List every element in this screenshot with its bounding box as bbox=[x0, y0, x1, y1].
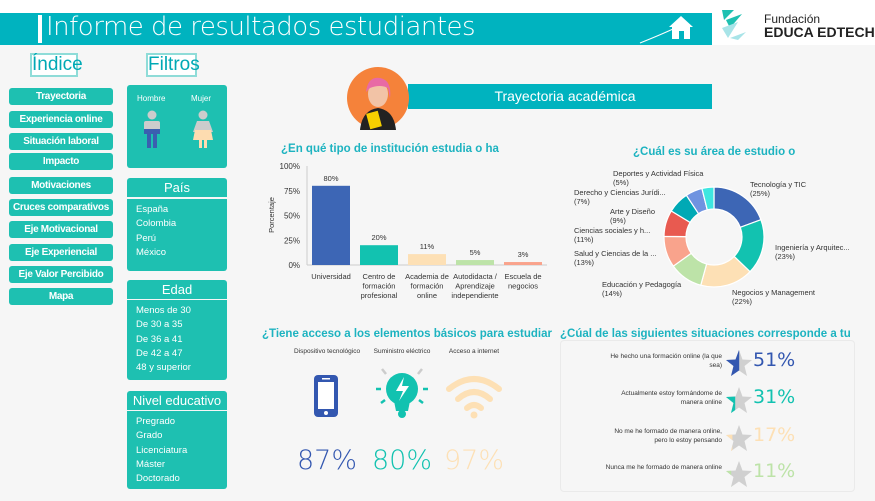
slice-percent: (14%) bbox=[602, 289, 623, 298]
lightbulb-icon bbox=[372, 365, 432, 426]
header-bar bbox=[0, 13, 712, 45]
filter-option[interactable]: Grado bbox=[136, 430, 163, 442]
bar bbox=[312, 186, 350, 265]
situation-label: He hecho una formación online (la que sea) bbox=[610, 353, 722, 369]
menu-item[interactable]: Experiencia online bbox=[9, 111, 113, 128]
slice-label: Salud y Ciencias de la ... bbox=[574, 249, 657, 258]
bar-value-label: 80% bbox=[323, 173, 339, 183]
gender-filter bbox=[127, 85, 227, 168]
situation-percent: 17% bbox=[753, 424, 796, 446]
slice-percent: (11%) bbox=[574, 235, 594, 244]
situation-label: Actualmente estoy formándome de manera online bbox=[621, 390, 722, 406]
x-tick-label: Escuela de negocios bbox=[504, 272, 542, 291]
filter-option[interactable]: México bbox=[136, 246, 167, 258]
y-tick-label: 100% bbox=[279, 162, 300, 171]
x-tick-label: Universidad bbox=[311, 272, 351, 281]
slice-percent: (22%) bbox=[732, 297, 753, 306]
logo-mark-icon bbox=[716, 8, 756, 42]
male-icon[interactable] bbox=[141, 110, 163, 150]
education-filter-list bbox=[127, 411, 227, 489]
student-avatar bbox=[346, 66, 410, 130]
logo-text-main: EDUCA EDTECH bbox=[764, 24, 875, 40]
slice-label: Derecho y Ciencias Jurídi... bbox=[574, 188, 666, 197]
menu-item[interactable]: Situación laboral bbox=[9, 133, 113, 150]
slice-percent: (5%) bbox=[613, 178, 629, 187]
online-situation-row bbox=[560, 460, 855, 490]
area-chart-title: ¿Cuál es su área de estudio o bbox=[633, 146, 796, 158]
slice-label: Negocios y Management bbox=[732, 288, 815, 297]
institution-chart-title: ¿En qué tipo de institución estudia o ha bbox=[281, 143, 499, 155]
filter-option[interactable]: De 42 a 47 bbox=[136, 347, 183, 359]
age-filter-list bbox=[127, 300, 227, 380]
y-tick-label: 0% bbox=[288, 261, 300, 270]
y-tick-label: 50% bbox=[283, 211, 300, 221]
filter-option[interactable]: 48 y superior bbox=[136, 362, 191, 374]
online-title: ¿Cúal de las siguientes situaciones corresponde a tu bbox=[560, 328, 851, 340]
country-filter-list bbox=[127, 199, 227, 271]
bar-value-label: 5% bbox=[469, 248, 481, 258]
page-title: Informe de resultados estudiantes bbox=[46, 12, 476, 42]
filter-option[interactable]: Máster bbox=[136, 458, 166, 470]
menu-item[interactable]: Eje Experiencial bbox=[9, 244, 113, 261]
slice-percent: (9%) bbox=[610, 216, 626, 225]
wifi-icon bbox=[444, 373, 504, 424]
access-percent: 87% bbox=[296, 445, 357, 476]
female-icon[interactable] bbox=[191, 110, 215, 150]
y-tick-label: 25% bbox=[283, 236, 300, 246]
online-situation-row bbox=[560, 424, 855, 454]
menu-item[interactable]: Mapa bbox=[9, 288, 113, 305]
institution-bar-chart bbox=[262, 155, 552, 315]
star-rating-icon bbox=[725, 349, 753, 382]
menu-item[interactable]: Trayectoria bbox=[9, 88, 113, 105]
slice-label: Deportes y Actividad Física bbox=[613, 169, 704, 178]
slice-percent: (7%) bbox=[574, 197, 590, 206]
filter-option[interactable]: Colombia bbox=[136, 218, 177, 230]
situation-percent: 51% bbox=[753, 349, 796, 371]
index-label: Índice bbox=[32, 54, 83, 75]
access-label: Suministro eléctrico bbox=[373, 348, 431, 355]
slice-label: Ingeniería y Arquitec... bbox=[775, 243, 850, 252]
slice-label: Educación y Pedagogía bbox=[602, 280, 682, 289]
country-filter-title: País bbox=[127, 178, 227, 197]
logo-text-top: Fundación bbox=[764, 12, 821, 26]
star-rating-icon bbox=[725, 460, 753, 493]
situation-percent: 31% bbox=[753, 386, 796, 408]
menu-item[interactable]: Cruces comparativos bbox=[9, 199, 113, 216]
online-situation-row bbox=[560, 349, 855, 379]
smartphone-icon bbox=[312, 373, 342, 424]
bar-value-label: 3% bbox=[517, 250, 529, 260]
y-axis-title: Porcentaje bbox=[267, 197, 276, 233]
x-tick-label: Autodidacta / Aprendizaje independiente bbox=[451, 272, 499, 300]
filter-option[interactable]: De 36 a 41 bbox=[136, 333, 183, 345]
bar bbox=[456, 260, 494, 265]
filter-option[interactable]: Perú bbox=[136, 232, 157, 244]
access-title: ¿Tiene acceso a los elementos básicos para estudiar bbox=[262, 328, 552, 340]
star-rating-icon bbox=[725, 386, 753, 419]
menu-item[interactable]: Motivaciones bbox=[9, 177, 113, 194]
gender-female-label: Mujer bbox=[191, 94, 212, 103]
age-filter-title: Edad bbox=[127, 280, 227, 299]
slice-percent: (13%) bbox=[574, 258, 595, 267]
situation-label: Nunca me he formado de manera online bbox=[605, 464, 722, 471]
section-banner: Trayectoria académica bbox=[408, 84, 712, 109]
access-label: Acceso a internet bbox=[448, 348, 500, 355]
slice-label: Arte y Diseño bbox=[610, 207, 656, 216]
logo bbox=[712, 0, 875, 45]
filter-option[interactable]: Menos de 30 bbox=[136, 305, 191, 316]
x-tick-label: Academia de formación online bbox=[405, 272, 449, 300]
filter-option[interactable]: De 30 a 35 bbox=[136, 319, 183, 331]
situation-label: No me he formado de manera online, pero lo estoy pensando bbox=[614, 428, 722, 444]
x-tick-label: Centro de formación profesional bbox=[360, 272, 398, 300]
area-donut-chart bbox=[560, 160, 865, 310]
access-label: Dispositivo tecnológico bbox=[293, 348, 361, 355]
star-rating-icon bbox=[725, 424, 753, 457]
slice-label: Ciencias sociales y h... bbox=[574, 226, 651, 235]
slice-percent: (25%) bbox=[750, 189, 771, 198]
access-percent: 97% bbox=[443, 445, 504, 476]
online-situation-row bbox=[560, 386, 855, 416]
filters-label: Filtros bbox=[148, 54, 200, 75]
bar-value-label: 11% bbox=[419, 242, 435, 252]
home-icon[interactable] bbox=[635, 13, 695, 45]
menu-item[interactable]: Impacto bbox=[9, 153, 113, 170]
slice-percent: (23%) bbox=[775, 252, 796, 261]
menu-item[interactable]: Eje Valor Percibido bbox=[9, 266, 113, 283]
education-filter-title: Nivel educativo bbox=[127, 391, 227, 410]
gender-male-label: Hombre bbox=[137, 94, 166, 103]
filter-option[interactable]: España bbox=[136, 204, 169, 215]
situation-percent: 11% bbox=[753, 460, 796, 482]
bar bbox=[504, 262, 542, 265]
filter-option[interactable]: Doctorado bbox=[136, 473, 180, 485]
filter-option[interactable]: Pregrado bbox=[136, 416, 176, 427]
title-accent bbox=[38, 15, 42, 43]
y-tick-label: 75% bbox=[283, 186, 300, 196]
slice-label: Tecnología y TIC bbox=[750, 180, 807, 189]
access-percent: 80% bbox=[371, 445, 432, 476]
bar bbox=[360, 245, 398, 265]
menu-item[interactable]: Eje Motivacional bbox=[9, 221, 113, 238]
bar-value-label: 20% bbox=[371, 233, 387, 243]
bar bbox=[408, 254, 446, 265]
filter-option[interactable]: Licenciatura bbox=[136, 444, 188, 456]
